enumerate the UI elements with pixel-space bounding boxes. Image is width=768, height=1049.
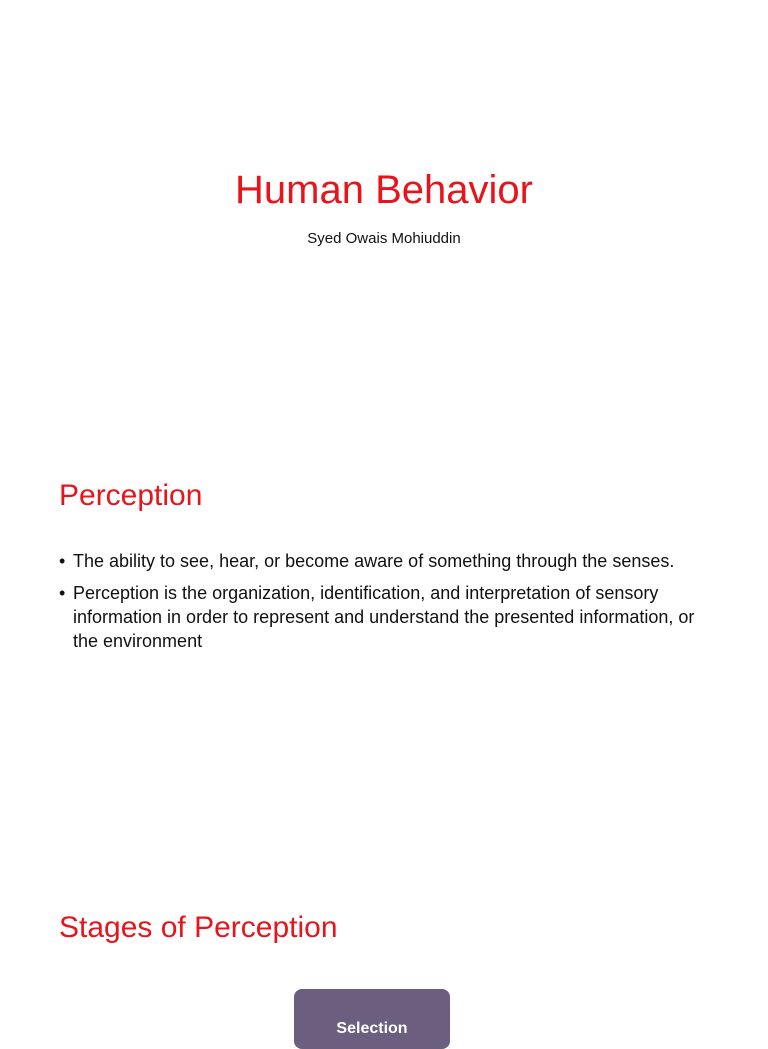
- stage-box-selection: [294, 989, 450, 1049]
- slide-perception: [0, 432, 768, 864]
- bullet-text: The ability to see, hear, or become aware of something through the senses.: [73, 551, 675, 571]
- slide-heading-stages: Stages of Perception: [59, 911, 338, 944]
- slide-heading-perception: Perception: [59, 479, 203, 512]
- bullet-text: Perception is the organization, identification, and interpretation of sensory information in order to represent and understand the presented information, or the environment: [73, 583, 695, 651]
- bullet-marker: •: [59, 551, 66, 571]
- bullet-marker: •: [59, 583, 66, 603]
- author-name: Syed Owais Mohiuddin: [307, 230, 461, 247]
- stage-label: Selection: [336, 1020, 408, 1037]
- slide-title: [0, 0, 768, 432]
- slide-stages: [0, 864, 768, 1037]
- bullet-item: [59, 581, 709, 653]
- bullet-list: [59, 549, 709, 661]
- bullet-item: [59, 549, 709, 573]
- presentation-title: Human Behavior: [235, 168, 533, 212]
